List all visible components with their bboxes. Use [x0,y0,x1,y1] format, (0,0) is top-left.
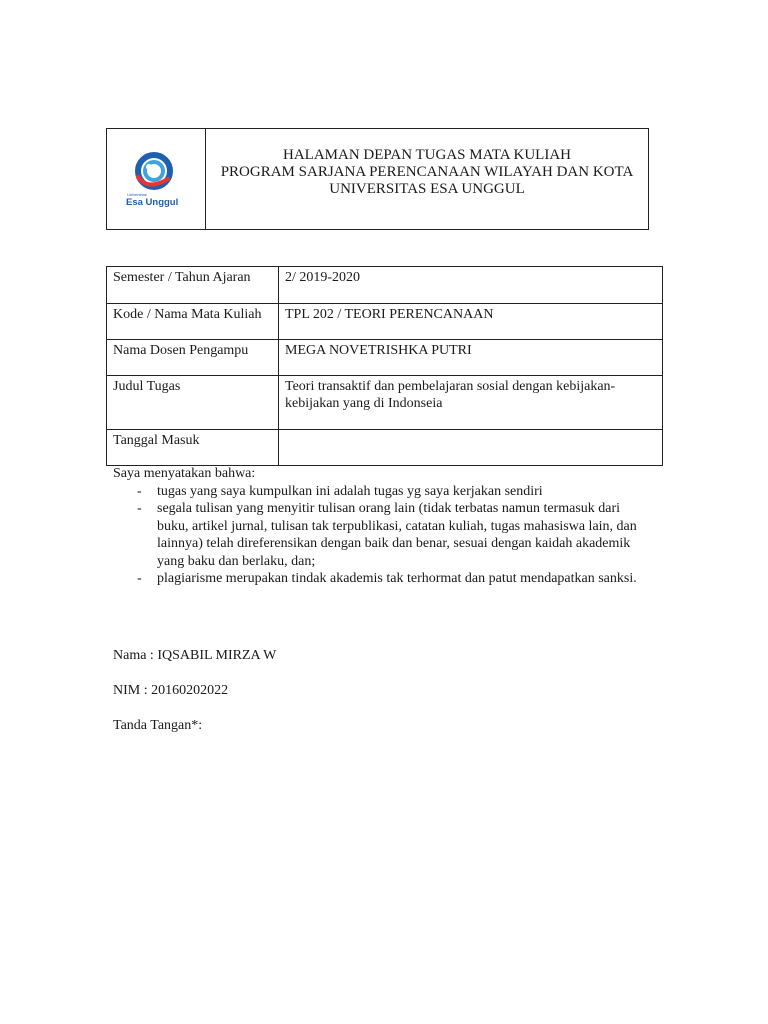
statement-intro: Saya menyatakan bahwa: [113,466,256,481]
row-value: MEGA NOVETRISHKA PUTRI [279,340,663,376]
logo-cell [107,129,206,229]
esa-unggul-logo-icon [124,147,188,211]
title-line-1: HALAMAN DEPAN TUGAS MATA KULIAH [283,147,571,163]
table-row [107,430,663,466]
list-item-text: plagiarisme merupakan tindak akademis tak terhormat dan patut mendapatkan sanksi. [157,571,637,586]
nim-field: NIM : 20160202022 [113,683,229,698]
statement-block [113,465,653,588]
table-row [107,267,663,304]
list-bullet: - [137,483,142,499]
list-item [113,570,653,588]
list-item [113,483,653,501]
title-line-3: UNIVERSITAS ESA UNGGUL [329,181,525,197]
row-label: Judul Tugas [107,376,279,430]
table-row [107,304,663,340]
nama-field: Nama : IQSABIL MIRZA W [113,648,277,663]
table-row [107,340,663,376]
statement-list [113,483,653,588]
row-value [279,430,663,466]
cover-title [206,129,648,229]
list-item [113,500,653,570]
info-table [106,266,663,466]
row-value: Teori transaktif dan pembelajaran sosial dengan kebijakan-kebijakan yang di Indonseia [279,376,663,430]
row-label: Kode / Nama Mata Kuliah [107,304,279,340]
list-item-text: tugas yang saya kumpulkan ini adalah tugas yg saya kerjakan sendiri [157,483,543,499]
row-value: 2/ 2019-2020 [279,267,663,304]
logo-small-text: Universitas [127,192,147,197]
row-label: Semester / Tahun Ajaran [107,267,279,304]
cover-header-box [106,128,649,230]
list-item-text: segala tulisan yang menyitir tulisan orang lain (tidak terbatas namun termasuk dari buku, artikel jurnal, tulisan tak terpublikasi, catatan kuliah, tugas mahasiswa lain, dan lainnya) telah direferensikan dengan baik dan benar, sesuai dengan kaidah akademik yang baku dan berlaku, dan; [157,501,637,569]
list-bullet: - [137,571,142,586]
table-row [107,376,663,430]
row-label: Tanggal Masuk [107,430,279,466]
logo-text: Esa Unggul [126,197,179,208]
list-bullet: - [137,501,142,516]
row-value: TPL 202 / TEORI PERENCANAAN [279,304,663,340]
signature-field: Tanda Tangan*: [113,718,203,733]
row-label: Nama Dosen Pengampu [107,340,279,376]
title-line-2: PROGRAM SARJANA PERENCANAAN WILAYAH DAN KOTA [220,164,634,180]
